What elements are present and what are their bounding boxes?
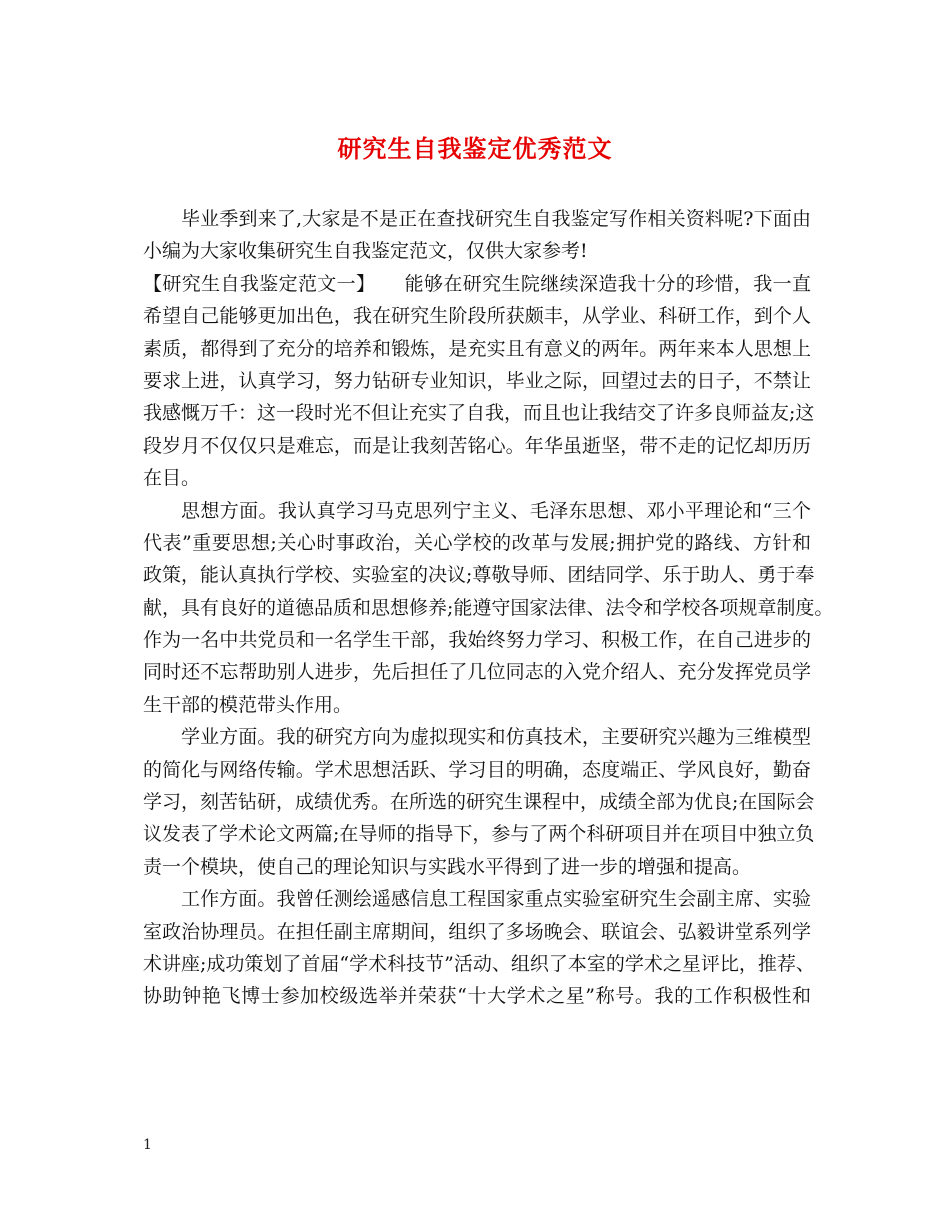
- page-number: 1: [143, 1137, 152, 1153]
- text-line: 政策，能认真执行学校、实验室的决议;尊敬导师、团结同学、乐于助人、勇于奉: [143, 564, 815, 587]
- text-line: 代表”重要思想;关心时事政治，关心学校的改革与发展;拥护党的路线、方针和: [143, 531, 811, 554]
- text-line: 学习，刻苦钻研，成绩优秀。在所选的研究生课程中，成绩全部为优良;在国际会: [143, 791, 815, 814]
- text-line: 生干部的模范带头作用。: [143, 693, 353, 716]
- text-line: 思想方面。我认真学习马克思列宁主义、毛泽东思想、邓小平理论和“三个: [181, 499, 811, 522]
- text-line: 作为一名中共党员和一名学生干部，我始终努力学习、积极工作，在自己进步的: [143, 629, 811, 652]
- text-line: 术讲座;成功策划了首届“学术科技节”活动、组织了本室的学术之星评比，推荐、: [143, 952, 815, 975]
- text-line: 毕业季到来了,大家是不是正在查找研究生自我鉴定写作相关资料呢?下面由: [181, 208, 811, 230]
- text-line: 段岁月不仅仅只是难忘，而是让我刻苦铭心。年华虽逝坚，带不走的记忆却历历: [143, 434, 811, 457]
- text-line: 的简化与网络传输。学术思想活跃、学习目的明确，态度端正、学风良好，勤奋: [143, 758, 811, 781]
- text-line: 工作方面。我曾任测绘遥感信息工程国家重点实验室研究生会副主席、实验: [181, 888, 811, 911]
- text-line: 室政治协理员。在担任副主席期间，组织了多场晚会、联谊会、弘毅讲堂系列学: [143, 920, 811, 943]
- text-line: 责一个模块，使自己的理论知识与实践水平得到了进一步的增强和提高。: [143, 855, 752, 878]
- text-line: 协助钟艳飞博士参加校级选举并荣获“十大学术之星”称号。我的工作积极性和: [143, 985, 811, 1008]
- text-line: 献，具有良好的道德品质和思想修养;能遵守国家法律、法令和学校各项规章制度。: [143, 596, 834, 619]
- text-line: 在目。: [143, 467, 201, 490]
- text-line: 同时还不忘帮助别人进步，先后担任了几位同志的入党介绍人、充分发挥党员学: [143, 661, 811, 684]
- document-title: 研究生自我鉴定优秀范文: [337, 134, 613, 163]
- text-line: 议发表了学术论文两篇;在导师的指导下，参与了两个科研项目并在项目中独立负: [143, 823, 815, 846]
- document-body: [143, 203, 834, 1013]
- text-line: 要求上进，认真学习，努力钻研专业知识，毕业之际，回望过去的日子，不禁让: [143, 369, 811, 392]
- text-line: 素质，都得到了充分的培养和锻炼，是充实且有意义的两年。两年来本人思想上: [143, 337, 811, 360]
- text-line: 我感慨万千：这一段时光不但让充实了自我，而且也让我结交了许多良师益友;这: [143, 402, 815, 425]
- text-line: 【研究生自我鉴定范文一】 能够在研究生院继续深造我十分的珍惜，我一直: [143, 272, 811, 295]
- text-line: 小编为大家收集研究生自我鉴定范文，仅供大家参考!: [143, 240, 588, 263]
- text-line: 希望自己能够更加出色，我在研究生阶段所获颇丰，从学业、科研工作，到个人: [143, 305, 811, 328]
- text-line: 学业方面。我的研究方向为虚拟现实和仿真技术，主要研究兴趣为三维模型: [181, 726, 811, 749]
